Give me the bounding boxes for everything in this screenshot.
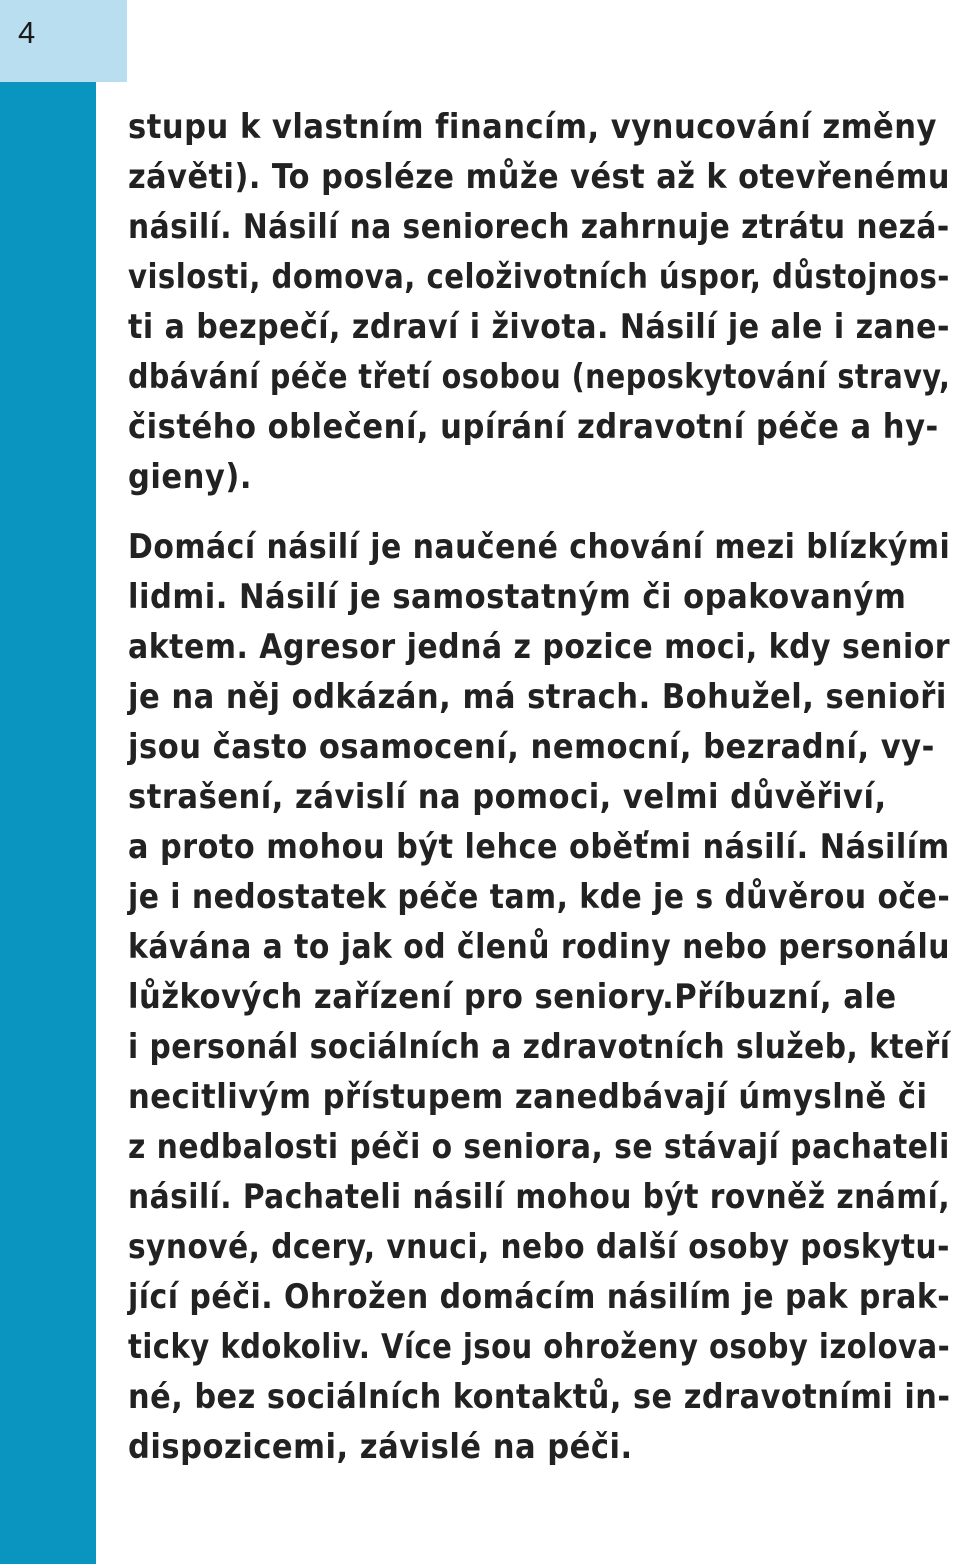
text-line: synové, dcery, vnuci, nebo další osoby poskytu- [128,1227,950,1267]
text-line: né, bez sociálních kontaktů, se zdravotními in- [128,1377,951,1417]
text-line: stupu k vlastním financím, vynucování změny [128,107,937,147]
text-line: jící péči. Ohrožen domácím násilím je pak prak- [128,1277,951,1317]
text-line: lůžkových zařízení pro seniory.Příbuzní, ale [128,977,897,1017]
side-color-bar [0,82,96,1564]
text-line: z nedbalosti péči o seniora, se stávají pachateli [128,1127,950,1167]
text-line: dbávání péče třetí osobou (neposkytování stravy, [128,357,951,397]
page-number: 4 [18,15,36,50]
text-line: lidmi. Násilí je samostatným či opakovaným [128,577,907,617]
text-line: a proto mohou být lehce oběťmi násilí. Násilím [128,827,950,867]
paragraph-2 [128,522,950,1472]
paragraph-gap [128,502,950,522]
text-line: i personál sociálních a zdravotních služeb, kteří [128,1027,951,1067]
text-line: je na něj odkázán, má strach. Bohužel, senioři [128,677,947,717]
text-line: aktem. Agresor jedná z pozice moci, kdy senior [128,627,951,667]
text-line: necitlivým přístupem zanedbávají úmyslně či [128,1077,928,1117]
page-number-box [0,0,127,82]
paragraph-1 [128,102,950,502]
text-line: vislosti, domova, celoživotních úspor, důstojnos- [128,257,950,297]
body-text [128,102,950,1472]
text-line: jsou často osamocení, nemocní, bezradní, vy- [128,727,935,767]
text-line: násilí. Pachateli násilí mohou být rovněž známí, [128,1177,951,1217]
text-line: čistého oblečení, upírání zdravotní péče a hy- [128,407,939,447]
text-line: dispozicemi, závislé na péči. [128,1427,633,1467]
text-line: Domácí násilí je naučené chování mezi blízkými [128,527,951,567]
text-line: kávána a to jak od členů rodiny nebo personálu [128,927,950,967]
text-line: násilí. Násilí na seniorech zahrnuje ztrátu nezá- [128,207,950,247]
text-line: je i nedostatek péče tam, kde je s důvěrou oče- [128,877,951,917]
text-line: strašení, závislí na pomoci, velmi důvěřiví, [128,777,887,817]
text-line: ticky kdokoliv. Více jsou ohroženy osoby izolova- [128,1327,951,1367]
text-line: ti a bezpečí, zdraví i života. Násilí je ale i zane- [128,307,951,347]
text-line: závěti). To posléze může vést až k otevřenému [128,157,951,197]
text-line: gieny). [128,457,252,497]
